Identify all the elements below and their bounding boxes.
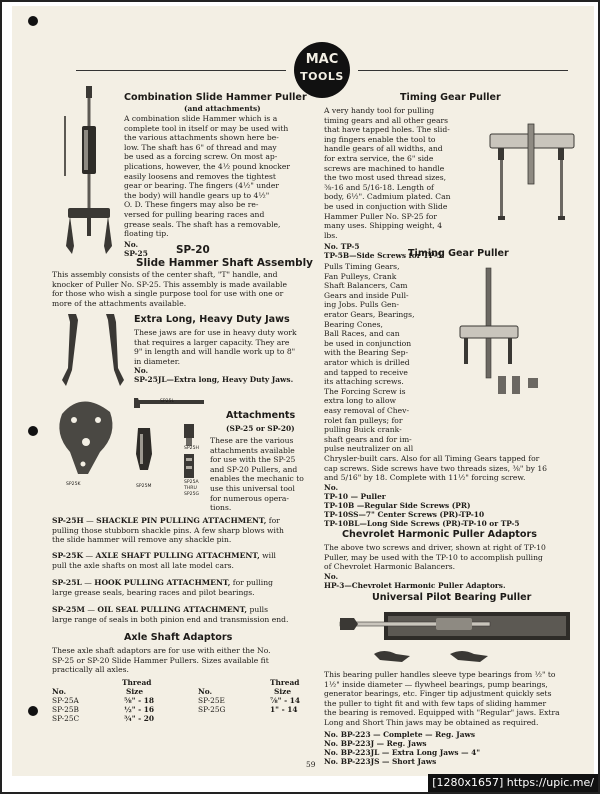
text-line: floating tip. [124,229,169,239]
text-line: Pulls Timing Gears, [324,262,400,271]
text-line: ing fingers enable the tool to [324,134,436,144]
text-line: handle gears of all widths, and [324,144,443,154]
text-line: lbs. [324,230,338,240]
attachment-item-sp25k: SP-25K — AXLE SHAFT PULLING ATTACHMENT, will pull the axle shafts on most all late model cars. [52,551,314,570]
bp223-item: No. BP-223 — Complete — Reg. Jaws [324,730,476,739]
text-line: A very handy tool for pulling [324,106,435,115]
text-line: large grease seals, bearing races and pilot bearings. [52,587,255,597]
no-header: No. [198,687,213,696]
binder-hole [28,426,38,436]
text-line: more of the attachments available. [52,298,187,308]
bp223-item: No. BP-223JS — Short Jaws [324,757,437,766]
attachments-subtitle: (SP-25 or SP-20) [226,424,295,433]
text-line: ⅜-16 and 5/16-18. Length of [324,182,434,192]
text-line: Ball Races, and can [324,329,400,339]
text-line: The above two screws and driver, shown at right of TP-10 [324,543,546,552]
text-line: the slide hammer will remove any shackle pin. [52,535,232,545]
item-name: OIL SEAL PULLING ATTACHMENT, [97,605,248,614]
attachments-title: Attachments [226,410,296,421]
text-line: O. D. These fingers may also be re- [124,200,259,210]
axle-row-size: ⅝" - 18 [124,696,154,705]
text-line: Shaft Balancers, Cam [324,281,408,291]
axle-row-size: 1" - 14 [270,705,298,714]
text-line: Chrysler-built cars. Also for all Timing Gears tapped for [324,454,540,463]
text-line: practically all axles. [52,665,129,675]
text-line: for use with the SP-25 [210,455,296,465]
text-line: Gears and inside Pull- [324,290,409,300]
item-name: HOOK PULLING ATTACHMENT, [94,578,231,587]
timing-puller-1-description [324,106,476,240]
text-line: for extra service, the 6" side [324,153,434,163]
text-line: attachments available [210,445,295,455]
text-line: enables the mechanic to [210,474,304,484]
sp20-description [52,270,312,308]
caption-sp25m: SP25M [136,484,152,489]
extra-long-jaws-illustration [58,310,128,390]
text-line: cap screws. Side screws have two threads sizes, ⅜" by 16 [324,463,547,473]
combo-puller-title: Combination Slide Hammer Puller [124,92,307,103]
text-line: the two most used thread sizes, [324,173,447,183]
chevrolet-adaptors-title: Chevrolet Harmonic Puller Adaptors [342,529,537,540]
text-line: knocker of Puller No. SP-25. This assembly is made available [52,279,287,289]
text-line: the puller to tight fit and with few taps of sliding hammer [324,698,547,708]
axle-row-no: SP-25E [198,696,225,705]
attachment-item-sp25h: SP-25H — SHACKLE PIN PULLING ATTACHMENT, for pulling those stubborn shackle pins. A few sharp blows with the slide hammer will remove any shackle pin. [52,516,314,545]
caption-sp25g: SP25G [184,492,200,497]
timing-puller-1-title: Timing Gear Puller [400,92,501,103]
text-line: This assembly consists of the center shaft, "T" handle, and [52,270,278,279]
text-line: gear or bearing. The fingers (4½" under [124,181,280,191]
text-line: for pulling [230,578,273,587]
item-name: SHACKLE PIN PULLING ATTACHMENT, [96,516,267,525]
axle-row-no: SP-25B [52,705,79,714]
text-line: shaft gears and for im- [324,434,412,444]
axle-adaptors-title: Axle Shaft Adaptors [124,632,233,643]
text-line: pulls [247,605,268,614]
jaws-part-item: SP-25JL—Extra long, Heavy Duty Jaws. [134,375,294,384]
mac-tools-logo [294,42,350,98]
axle-row-size: ¾" - 20 [124,714,155,723]
binder-hole [28,706,38,716]
text-line: the bearing is removed. Equipped with "Regular" jaws. Extra [324,708,560,718]
logo-text: MAC [305,52,339,67]
text-line: low. The shaft has 6" of thread and may [124,142,277,152]
text-line: many uses. Shipping weight, 4 [324,221,443,231]
text-line: pulse neutralizer on all [324,444,414,454]
size-header: Size [126,687,144,696]
text-line: generator bearings, etc. Finger tip adjustment quickly sets [324,689,552,699]
text-line: for numerous opera- [210,493,289,503]
slide-hammer-puller-illustration [56,86,126,266]
caption-sp25h: SP25H [184,446,199,451]
pilot-puller-description [324,670,586,728]
text-line: easy removal of Chev- [324,405,410,415]
text-line: of Chevrolet Harmonic Balancers. [324,562,456,572]
axle-row-no: SP-25C [52,714,80,723]
pilot-puller-title: Universal Pilot Bearing Puller [372,592,532,603]
bp223-item: No. BP-223J — Reg. Jaws [324,739,427,748]
image-host-watermark: [1280x1657] https://upic.me/ [428,774,598,792]
part-no-label: No. [324,572,339,581]
text-line: be used in conjuction with Slide [324,201,448,211]
text-line: that requires a larger capacity. They are [134,337,290,347]
axle-row-size: ½" - 16 [124,705,155,714]
text-line: and tapped to receive [324,367,408,377]
combo-puller-description [124,114,310,239]
catalog-page [12,6,594,776]
text-line: that have tapped holes. The slid- [324,125,450,135]
logo-text: TOOLS [300,70,344,83]
text-line: grease seals. The shaft has a removable, [124,219,281,229]
item-name: AXLE SHAFT PULLING ATTACHMENT, [95,551,260,560]
axle-row-size: ⅞" - 14 [270,696,300,705]
text-line: arator which is drilled [324,357,410,367]
text-line: in diameter. [134,356,180,366]
text-line: ing Jobs. Pulls Gen- [324,300,399,310]
item-code: SP-25K [52,551,84,560]
part-number: SP-25 [124,249,148,258]
attachments-description [210,436,312,513]
attachment-item-sp25m: SP-25M — OIL SEAL PULLING ATTACHMENT, pulls large range of seals in both pinion end and transmission end. [52,605,314,624]
axle-row-no: SP-25G [198,705,226,714]
item-code: SP-25M [52,605,85,614]
header-rule [76,70,286,71]
tp10-item: TP-10B —Regular Side Screws (PR) [324,501,471,510]
text-line: plications, however, the 4½ pound knocker [124,161,291,171]
text-line: Hammer Puller No. SP-25 for [324,211,437,221]
text-line: Puller, may be used with the TP-10 to accomplish pulling [324,552,543,562]
axle-row-no: SP-25A [52,696,79,705]
text-line: A combination slide Hammer which is a [124,114,278,123]
tp5-part-item: TP-5B—Side Screws for TP-5. [324,251,445,260]
text-line: the various attachments shown here be- [124,133,279,143]
text-line: The Forcing Screw is [324,386,406,396]
text-line: 9" in length and will handle work up to 8" [134,347,296,357]
text-line: will [259,551,276,560]
text-line: Fan Pulleys, Crank [324,271,397,281]
tp5-part-number: No. TP-5 [324,242,360,251]
text-line: tions. [210,503,232,513]
text-line: the body) will handle gears up to 4½" [124,190,270,200]
item-code: SP-25H [52,516,84,525]
item-code: SP-25L [52,578,82,587]
part-no-label: No. [134,366,149,375]
tp10-item: TP-10SS—7" Center Screws (PR)-TP-10 [324,510,485,519]
binder-hole [28,16,38,26]
jaws-title: Extra Long, Heavy Duty Jaws [134,314,290,325]
chevrolet-adaptors-description [324,543,586,572]
timing-puller-tp10-illustration [456,268,566,398]
hp3-item: HP-3—Chevrolet Harmonic Puller Adaptors. [324,581,506,590]
text-line: pulling Buick crank- [324,425,402,435]
text-line: be used as a forcing screw. On most ap- [124,152,278,162]
sp20-code: SP-20 [176,244,210,256]
text-line: complete tool in itself or may be used with [124,123,289,133]
tp10-item: TP-10BL—Long Side Screws (PR)-TP-10 or TP-5 [324,519,520,528]
timing-puller-2-description [324,262,448,454]
caption-sp25k: SP25K [66,482,81,487]
text-line: pulling those stubborn shackle pins. A few sharp blows with [52,525,284,535]
no-header: No. [52,687,67,696]
part-no-label: No. [124,240,139,249]
text-line: versed for pulling bearing races and [124,209,265,219]
timing-puller-2-title: Timing Gear Puller [408,248,509,259]
text-line: screws are machined to handle [324,163,445,173]
text-line: its attaching screws. [324,377,404,387]
timing-puller-2-description-wide [324,454,586,483]
part-no-label: No. [324,483,339,492]
combo-puller-subtitle: (and attachments) [184,104,261,113]
text-line: These jaws are for use in heavy duty work [134,328,297,337]
caption-thru: THRU [184,486,197,491]
text-line: Long and Short Thin jaws may be obtained as required. [324,717,539,727]
text-line: for [266,516,280,525]
text-line: use this universal tool [210,483,295,493]
text-line: rolet fan pulleys; for [324,415,403,425]
text-line: Bearing Cones, [324,319,383,329]
text-line: and SP-20 Pullers, and [210,464,298,474]
text-line: pull the axle shafts on most all late model cars. [52,560,234,570]
pilot-bearing-puller-illustration [340,610,570,670]
bp223-item: No. BP-223JL — Extra Long Jaws — 4" [324,748,481,757]
attachment-item-sp25l: SP-25L — HOOK PULLING ATTACHMENT, for pulling large grease seals, bearing races and pilot bearings. [52,578,314,597]
text-line: These are the various [210,436,294,445]
text-line: SP-25 or SP-20 Slide Hammer Pullers. Sizes available fit [52,655,269,665]
thread-header: Thread [270,678,300,687]
size-header: Size [274,687,292,696]
sp20-title: Slide Hammer Shaft Assembly [136,257,313,269]
text-line: easily loosens and removes the tightest [124,171,276,181]
tp10-item: TP-10 — Puller [324,492,386,501]
text-line: with the Bearing Sep- [324,348,409,358]
text-line: body, 6½". Cadmium plated. Can [324,192,451,202]
jaws-description [134,328,312,366]
text-line: for those who wish a single purpose tool for use with one or [52,289,284,299]
caption-sp25a: SP25A [184,480,199,485]
text-line: 1½" inside diameter — flywheel bearings, pump bearings, [324,679,548,689]
text-line: timing gears and all other gears [324,115,449,125]
text-line: These axle shaft adaptors are for use with either the No. [52,646,271,655]
text-line: erator Gears, Bearings, [324,309,415,319]
text-line: extra long to allow [324,396,397,406]
page-number: 59 [306,760,316,769]
text-line: large range of seals in both pinion end and transmission end. [52,614,289,624]
thread-header: Thread [122,678,152,687]
timing-puller-tp5-illustration [488,124,578,234]
text-line: and 5/16" by 18. Complete with 11½" forcing screw. [324,473,526,483]
header-rule [358,70,568,71]
text-line: be used in conjunction [324,338,412,348]
text-line: This bearing puller handles sleeve type bearings from ½" to [324,670,556,679]
caption-sp25l: SP25L [160,399,175,404]
axle-adaptors-description [52,646,314,675]
